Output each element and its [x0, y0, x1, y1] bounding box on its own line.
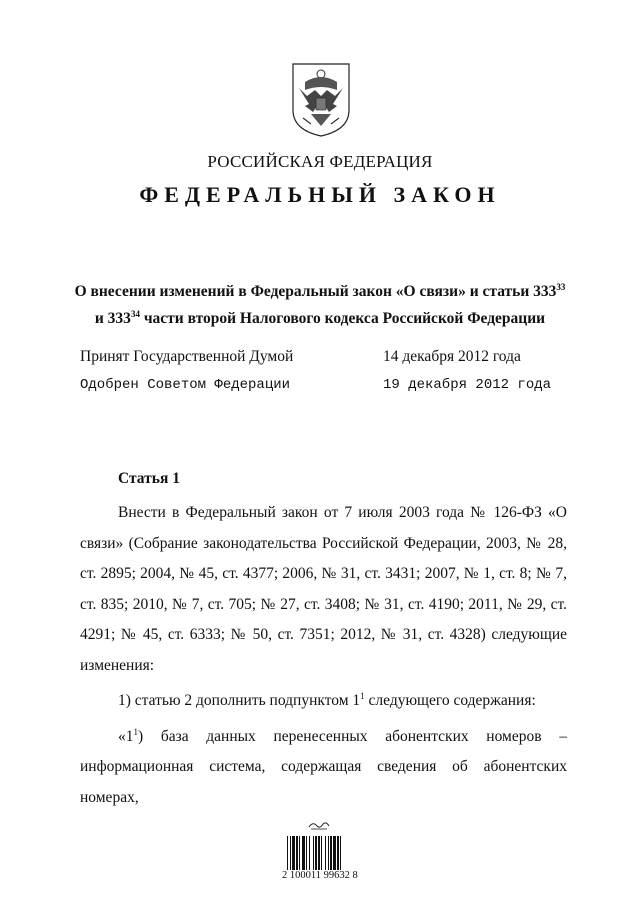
article-quote [80, 717, 567, 814]
country-name: РОССИЙСКАЯ ФЕДЕРАЦИЯ [207, 152, 433, 171]
law-title-line2-start: и 333 [94, 310, 131, 328]
item-1-text: 1) статью 2 дополнить подпунктом 1 [118, 692, 361, 710]
quote-start: «1 [118, 727, 134, 745]
article-item-1 [80, 681, 567, 717]
article-paragraph: Внести в Федеральный закон от 7 июля 2003 года № 126-ФЗ «О связи» (Собрание законодательства Российской Федерации, 2003, № 28, ст. 2895; 2004, № 45, ст. 4377; 2006, № 31, ст. 3431; 2007, № 1, ст. 8; № 7, ст. 835; 2010, № 7, ст. 705; № 27, ст. 3408; № 31, ст. 4190; 2011, № 29, ст. 4291; № 45, ст. 6333; № 50, ст. 7351; 2012, № 31, ст. 4328) следующие изменения: [80, 504, 567, 674]
law-title-line2-end: части второй Налогового кодекса Российской Федерации [139, 310, 546, 328]
law-title [70, 276, 570, 330]
approved-by-council-date: 19 декабря 2012 года [383, 377, 552, 393]
stamp-mark-icon [308, 820, 330, 830]
item-1-sup: 1 [360, 691, 365, 701]
law-title-line1: О внесении изменений в Федеральный закон «О связи» и статьи 333 [74, 283, 557, 301]
adopted-by-duma-label: Принят Государственной Думой [80, 348, 294, 365]
law-title-sup2: 34 [130, 309, 140, 320]
approved-by-council-label: Одобрен Советом Федерации [80, 377, 291, 393]
article-body [80, 498, 567, 813]
coat-of-arms-icon [287, 60, 355, 138]
adopted-by-duma-date: 14 декабря 2012 года [383, 348, 521, 365]
quote-sup: 1 [133, 726, 138, 737]
barcode-icon [287, 836, 359, 870]
item-1-text-end: следующего содержания: [364, 692, 536, 710]
document-type: ФЕДЕРАЛЬНЫЙ ЗАКОН [139, 182, 501, 207]
law-title-sup1: 33 [556, 282, 566, 292]
quote-text: ) база данных перенесенных абонентских номеров – информационная система, содержащая сведения об абонентских номерах, [80, 727, 567, 806]
article-heading: Статья 1 [118, 470, 180, 487]
barcode-number: 2 100011 99632 8 [282, 870, 358, 881]
